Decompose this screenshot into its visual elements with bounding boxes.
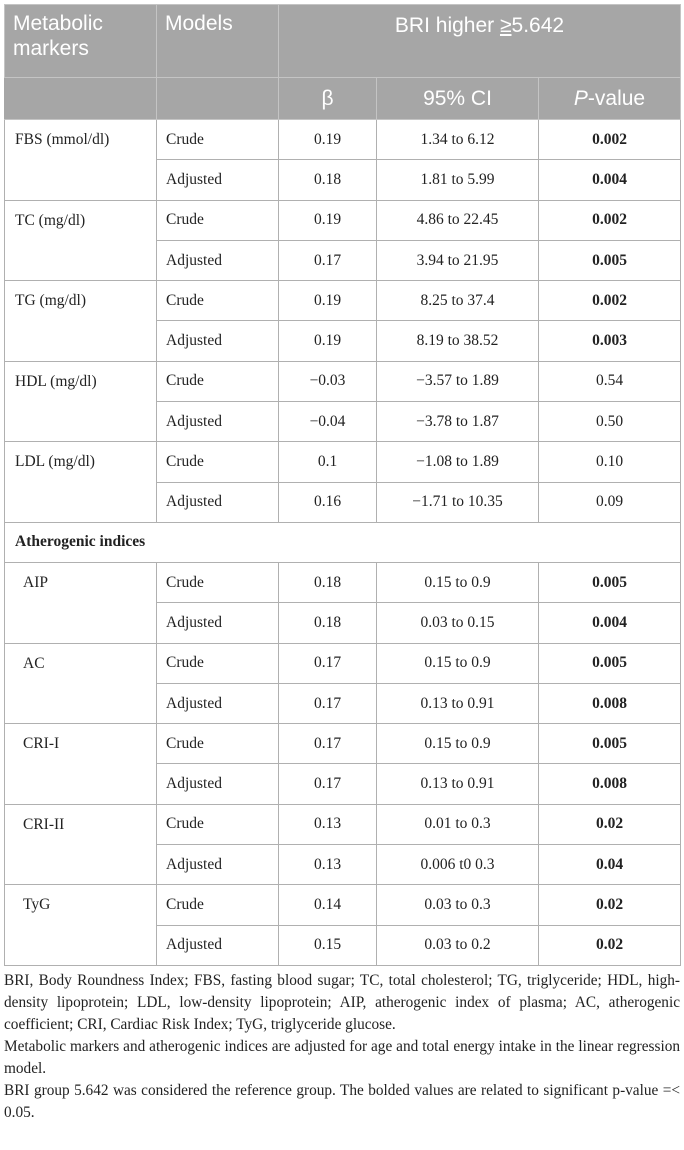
section-row	[5, 522, 681, 562]
bri-group-symbol: ≥	[499, 14, 512, 37]
bri-group-value: 5.642	[511, 14, 565, 37]
ci-cell: 0.13 to 0.91	[377, 764, 539, 804]
ci-cell: 0.006 t0 0.3	[377, 845, 539, 885]
p-value-cell: 0.005	[539, 562, 681, 602]
col-header-beta: β	[279, 78, 377, 120]
regression-table	[4, 4, 681, 966]
p-value-cell: 0.002	[539, 200, 681, 240]
col-header-p-value	[539, 78, 681, 120]
ci-cell: 3.94 to 21.95	[377, 240, 539, 280]
bri-group-prefix: BRI higher	[394, 14, 500, 37]
model-cell: Crude	[157, 724, 279, 764]
table-row	[5, 724, 681, 764]
model-cell: Adjusted	[157, 603, 279, 643]
col-header-models: Models	[157, 5, 279, 78]
table-row	[5, 120, 681, 160]
model-cell: Crude	[157, 643, 279, 683]
model-cell: Crude	[157, 562, 279, 602]
model-cell: Crude	[157, 442, 279, 482]
table-row	[5, 442, 681, 482]
table-row	[5, 200, 681, 240]
p-value-cell: 0.008	[539, 764, 681, 804]
ci-cell: 0.15 to 0.9	[377, 643, 539, 683]
beta-cell: 0.18	[279, 603, 377, 643]
footnote-abbreviations: BRI, Body Roundness Index; FBS, fasting blood sugar; TC, total cholesterol; TG, triglyceride; HDL, high-density lipoprotein; LDL, low-density lipoprotein; AIP, atherogenic index of plasma; AC, atherogenic coefficient; CRI, Cardiac Risk Index; TyG, triglyceride glucose.	[4, 972, 680, 1033]
footnote-reference-b: -value =< 0.05.	[4, 1082, 680, 1121]
ci-cell: 0.15 to 0.9	[377, 562, 539, 602]
p-value-cell: 0.02	[539, 925, 681, 965]
model-cell: Adjusted	[157, 925, 279, 965]
ci-cell: −1.71 to 10.35	[377, 482, 539, 522]
ci-cell: 8.19 to 38.52	[377, 321, 539, 361]
p-value-cell: 0.005	[539, 240, 681, 280]
beta-cell: 0.16	[279, 482, 377, 522]
section-label: Atherogenic indices	[5, 522, 681, 562]
p-value-cell: 0.002	[539, 281, 681, 321]
p-value-cell: 0.10	[539, 442, 681, 482]
ci-cell: 4.86 to 22.45	[377, 200, 539, 240]
marker-label: TyG	[5, 885, 157, 966]
header-row-top	[5, 5, 681, 78]
ci-cell: −3.57 to 1.89	[377, 361, 539, 401]
table-row	[5, 281, 681, 321]
model-cell: Adjusted	[157, 402, 279, 442]
marker-label: CRI-II	[5, 804, 157, 885]
model-cell: Adjusted	[157, 764, 279, 804]
table-row	[5, 643, 681, 683]
p-value-cell: 0.02	[539, 885, 681, 925]
beta-cell: 0.1	[279, 442, 377, 482]
ci-cell: 0.03 to 0.15	[377, 603, 539, 643]
marker-label: LDL (mg/dl)	[5, 442, 157, 523]
marker-label: AC	[5, 643, 157, 724]
ci-cell: 0.03 to 0.2	[377, 925, 539, 965]
marker-label: CRI-I	[5, 724, 157, 805]
footnote-adjustment: Metabolic markers and atherogenic indices are adjusted for age and total energy intake in the linear regression model.	[4, 1038, 680, 1077]
header-empty-cell	[5, 78, 157, 120]
ci-cell: 8.25 to 37.4	[377, 281, 539, 321]
p-value-cell: 0.008	[539, 683, 681, 723]
beta-cell: 0.19	[279, 281, 377, 321]
beta-cell: 0.17	[279, 240, 377, 280]
p-value-cell: 0.005	[539, 643, 681, 683]
footnote-reference-a: BRI group 5.642 was considered the reference group. The bolded values are related to significant	[4, 1082, 613, 1099]
beta-cell: 0.14	[279, 885, 377, 925]
p-value-cell: 0.02	[539, 804, 681, 844]
model-cell: Crude	[157, 804, 279, 844]
beta-cell: 0.15	[279, 925, 377, 965]
beta-cell: 0.17	[279, 683, 377, 723]
p-value-cell: 0.003	[539, 321, 681, 361]
beta-cell: 0.17	[279, 764, 377, 804]
ci-cell: 1.34 to 6.12	[377, 120, 539, 160]
beta-cell: −0.04	[279, 402, 377, 442]
ci-cell: 0.15 to 0.9	[377, 724, 539, 764]
marker-label: HDL (mg/dl)	[5, 361, 157, 442]
footnote-reference-p: p	[612, 1082, 621, 1099]
p-rest: -value	[587, 86, 646, 110]
beta-cell: 0.19	[279, 321, 377, 361]
p-value-cell: 0.002	[539, 120, 681, 160]
beta-cell: −0.03	[279, 361, 377, 401]
ci-cell: −3.78 to 1.87	[377, 402, 539, 442]
p-italic: P	[573, 86, 588, 110]
col-header-ci: 95% CI	[377, 78, 539, 120]
table-footnotes	[4, 970, 680, 1124]
footnote-reference	[4, 1080, 680, 1124]
model-cell: Crude	[157, 200, 279, 240]
ci-cell: 0.03 to 0.3	[377, 885, 539, 925]
header-empty-cell-2	[157, 78, 279, 120]
beta-cell: 0.13	[279, 845, 377, 885]
marker-label: FBS (mmol/dl)	[5, 120, 157, 201]
p-value-cell: 0.005	[539, 724, 681, 764]
ci-cell: 0.13 to 0.91	[377, 683, 539, 723]
header-row-sub	[5, 78, 681, 120]
ci-cell: 0.01 to 0.3	[377, 804, 539, 844]
table-row	[5, 361, 681, 401]
beta-cell: 0.18	[279, 160, 377, 200]
ci-cell: 1.81 to 5.99	[377, 160, 539, 200]
table-row	[5, 562, 681, 602]
marker-label: TG (mg/dl)	[5, 281, 157, 362]
beta-cell: 0.18	[279, 562, 377, 602]
beta-cell: 0.17	[279, 724, 377, 764]
model-cell: Adjusted	[157, 321, 279, 361]
p-value-cell: 0.50	[539, 402, 681, 442]
model-cell: Adjusted	[157, 482, 279, 522]
marker-label: AIP	[5, 562, 157, 643]
table-row	[5, 885, 681, 925]
model-cell: Adjusted	[157, 240, 279, 280]
model-cell: Crude	[157, 120, 279, 160]
beta-cell: 0.13	[279, 804, 377, 844]
p-value-cell: 0.004	[539, 160, 681, 200]
table-row	[5, 804, 681, 844]
beta-cell: 0.19	[279, 120, 377, 160]
beta-cell: 0.17	[279, 643, 377, 683]
p-value-cell: 0.004	[539, 603, 681, 643]
p-value-cell: 0.09	[539, 482, 681, 522]
model-cell: Adjusted	[157, 845, 279, 885]
model-cell: Crude	[157, 361, 279, 401]
col-header-bri-group	[279, 5, 681, 78]
beta-cell: 0.19	[279, 200, 377, 240]
model-cell: Adjusted	[157, 160, 279, 200]
p-value-cell: 0.54	[539, 361, 681, 401]
model-cell: Adjusted	[157, 683, 279, 723]
p-value-cell: 0.04	[539, 845, 681, 885]
col-header-metabolic-markers: Metabolic markers	[5, 5, 157, 78]
marker-label: TC (mg/dl)	[5, 200, 157, 281]
model-cell: Crude	[157, 885, 279, 925]
model-cell: Crude	[157, 281, 279, 321]
ci-cell: −1.08 to 1.89	[377, 442, 539, 482]
